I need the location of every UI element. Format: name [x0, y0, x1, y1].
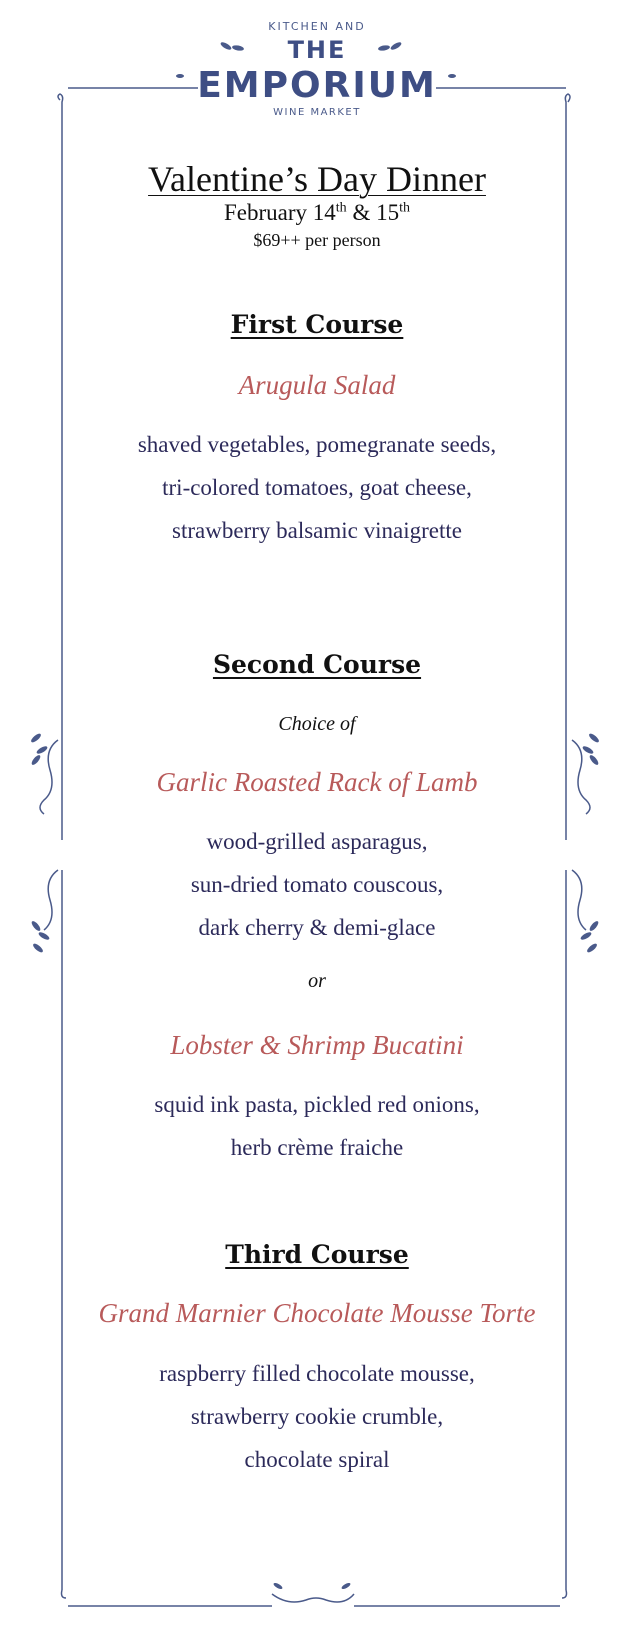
first-course-dish: Arugula Salad [238, 370, 396, 400]
second-course-heading: Second Course [212, 650, 422, 679]
second-course-dish-2: Lobster & Shrimp Bucatini [170, 1030, 464, 1060]
second-course-description-1: wood-grilled asparagus, sun-dried tomato couscous, dark cherry & demi-glace [190, 829, 444, 940]
second-course-description-2: squid ink pasta, pickled red onions, herb crème fraiche [154, 1092, 480, 1160]
first-course-description: shaved vegetables, pomegranate seeds, tri-colored tomatoes, goat cheese, strawberry balsamic vinaigrette [137, 432, 497, 543]
first-course-heading: First Course [230, 310, 404, 339]
menu-price: $69++ per person [253, 230, 381, 250]
logo-name: EMPORIUM [197, 65, 437, 106]
logo-the: THE [287, 36, 347, 64]
third-course-heading: Third Course [225, 1240, 409, 1269]
emporium-logo [0, 12, 634, 137]
third-course-dish: Grand Marnier Chocolate Mousse Torte [98, 1298, 536, 1328]
second-course-dish-1: Garlic Roasted Rack of Lamb [156, 767, 478, 797]
choice-of-label: Choice of [278, 713, 356, 735]
menu-dates: February 14th & 15th [224, 200, 410, 225]
logo-top-text: KITCHEN AND [268, 20, 366, 33]
logo-bottom-text: WINE MARKET [273, 107, 361, 118]
or-label: or [308, 970, 326, 992]
menu-title: Valentine’s Day Dinner [148, 159, 486, 199]
third-course-description: raspberry filled chocolate mousse, strawberry cookie crumble, chocolate spiral [159, 1361, 475, 1472]
